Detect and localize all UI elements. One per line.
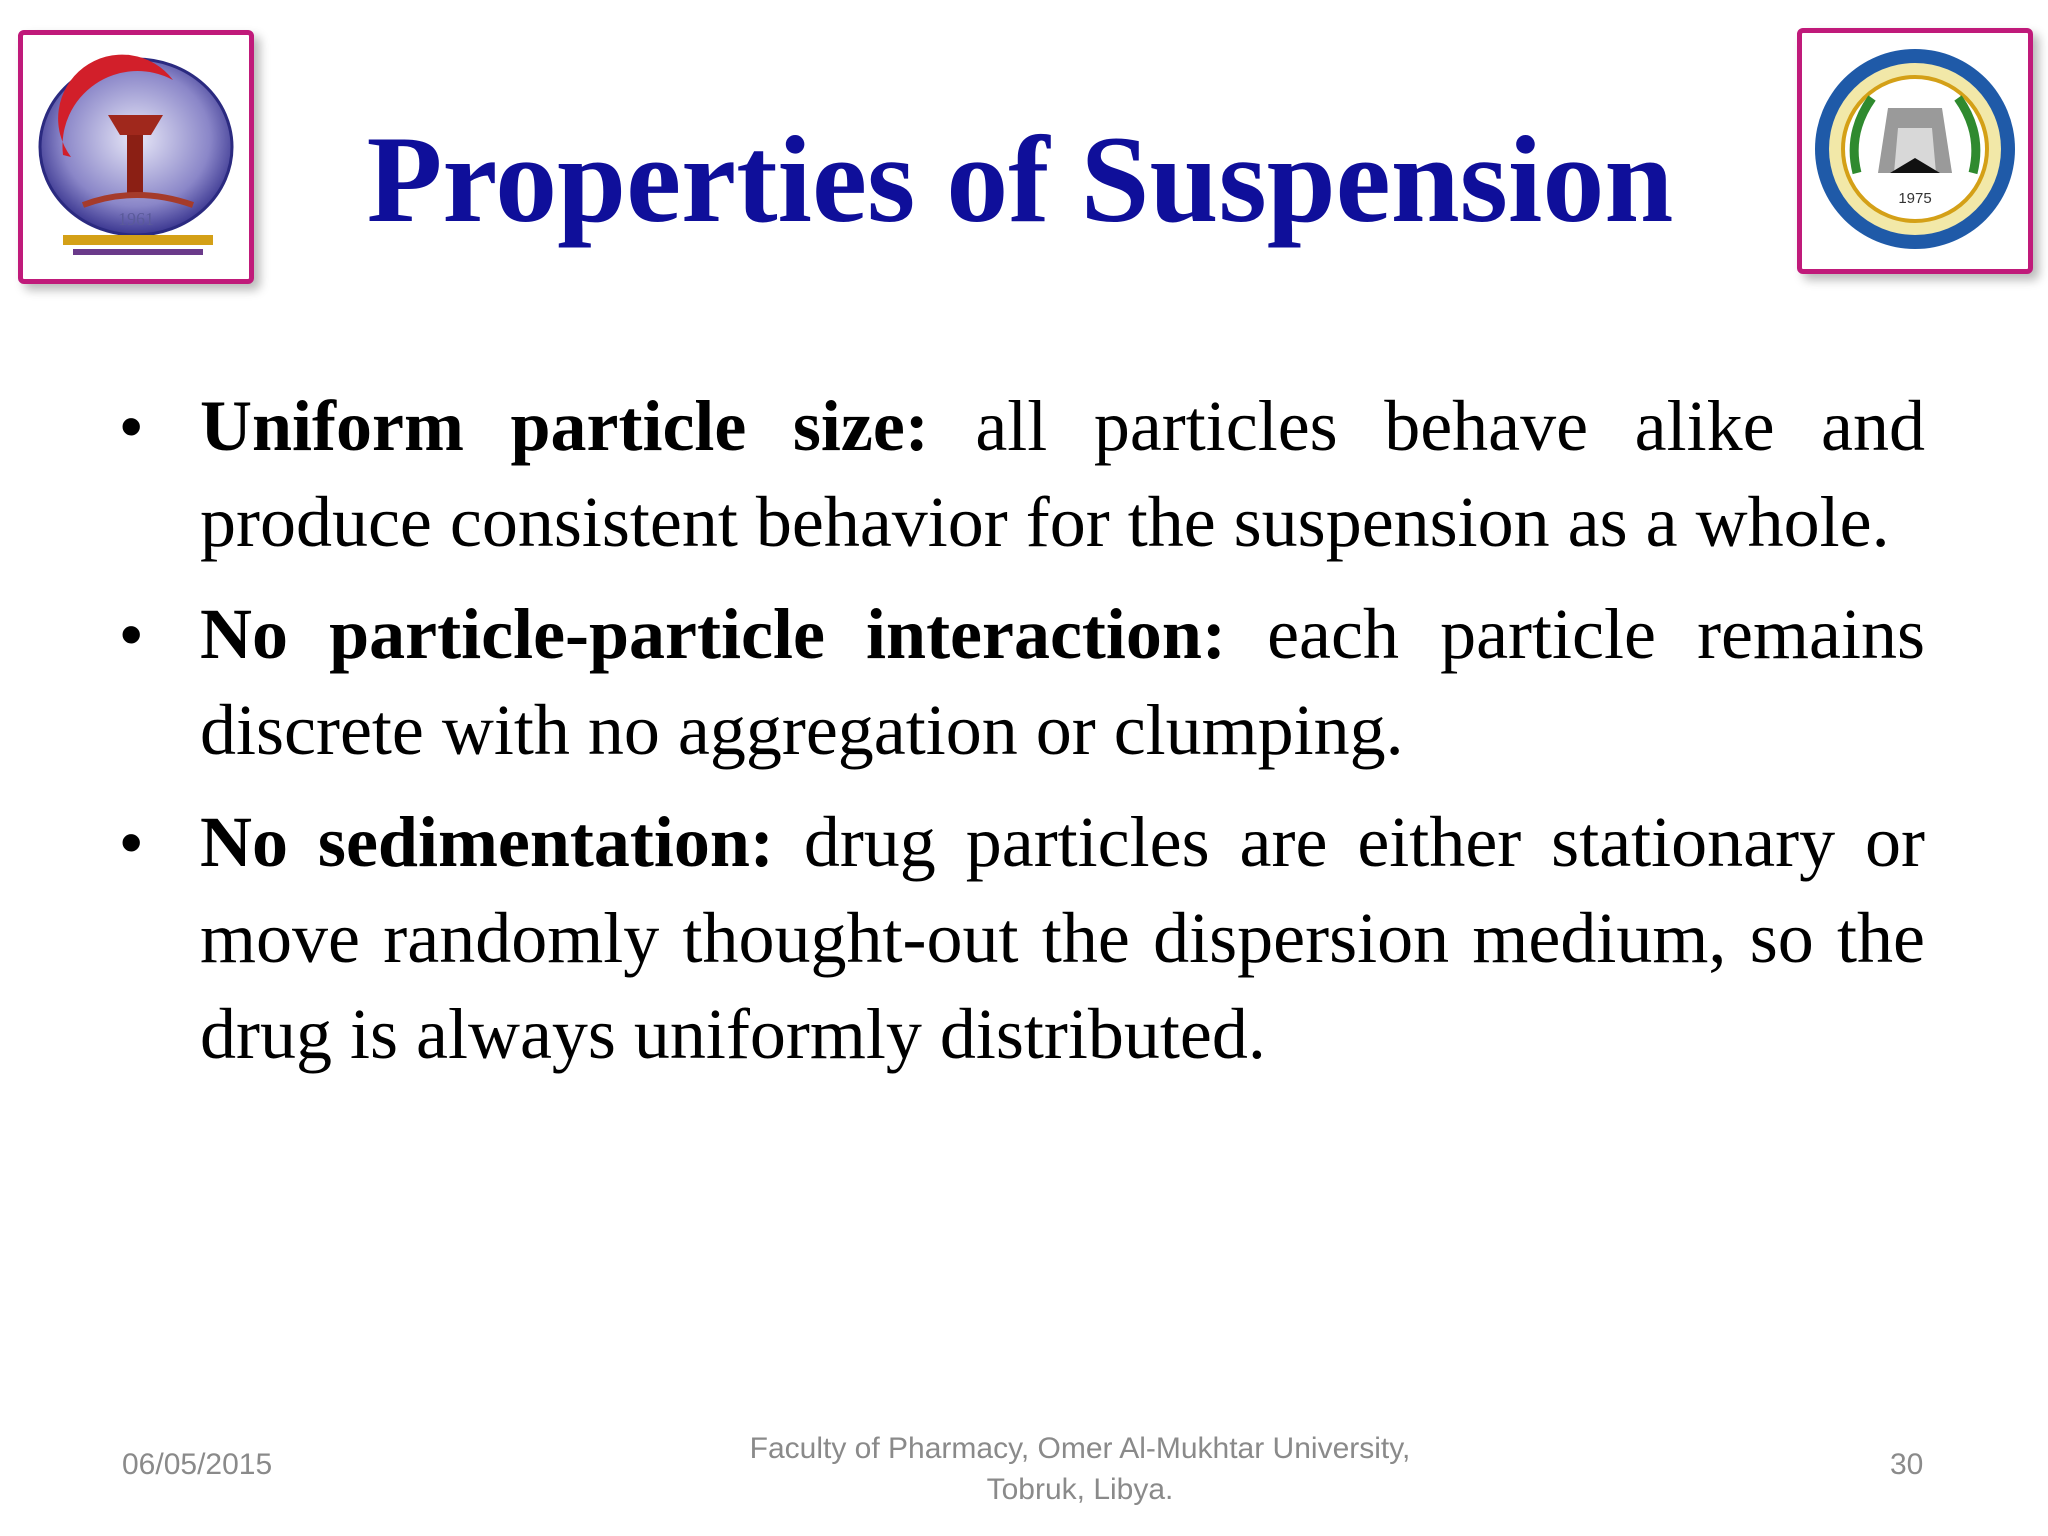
footer-page-number: 30 [1890, 1448, 1924, 1481]
bullet-dot-icon: • [120, 806, 143, 878]
university-seal-icon [1802, 33, 2028, 269]
bullet-item-uniform-particle-size [120, 378, 1925, 570]
bullet-term: Uniform particle size: [200, 386, 929, 466]
logo-year-left: 1961 [118, 209, 154, 229]
bullet-dot-icon: • [120, 390, 143, 462]
bullet-term: No sedimentation: [200, 802, 774, 882]
footer-institution-line1: Faculty of Pharmacy, Omer Al-Mukhtar University, [749, 1432, 1411, 1465]
bullet-item-no-sedimentation [120, 794, 1925, 1082]
bullet-dot-icon: • [120, 598, 143, 670]
university-logo [1797, 28, 2033, 274]
footer-institution [640, 1428, 1520, 1510]
bullet-item-no-particle-interaction [120, 586, 1925, 778]
bullet-list [120, 378, 1925, 1082]
footer-date: 06/05/2015 [122, 1448, 273, 1481]
bullet-term: No particle-particle interaction: [200, 594, 1226, 674]
bullet-text: each particle remains discrete with no aggregation or clumping. [200, 594, 1925, 770]
bullet-text: drug particles are either stationary or move randomly thought-out the dispersion medium, so the drug is always uniformly distributed. [200, 802, 1925, 1074]
footer-institution-line2: Tobruk, Libya. [986, 1473, 1174, 1506]
faculty-logo [18, 30, 254, 284]
slide-title: Properties of Suspension [366, 111, 1674, 248]
bullet-text: all particles behave alike and produce consistent behavior for the suspension as a whole. [200, 386, 1926, 562]
pharmacy-emblem-icon [23, 35, 249, 279]
logo-year-right: 1975 [1898, 190, 1932, 207]
